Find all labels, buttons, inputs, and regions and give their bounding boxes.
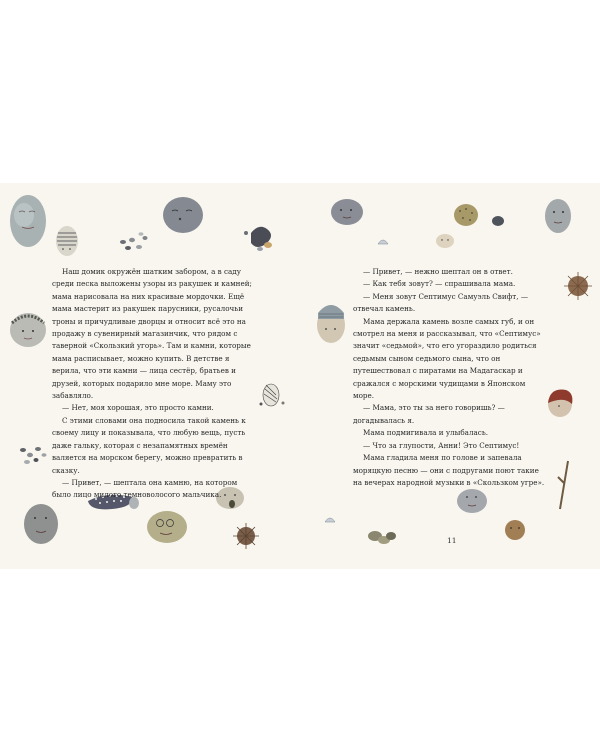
pebble-cluster-small bbox=[120, 232, 148, 250]
stone-dark-small bbox=[492, 216, 504, 226]
stone-face-red-hair bbox=[548, 390, 572, 417]
sea-urchin bbox=[233, 523, 259, 549]
paragraph: — Как тебя зовут? — спрашивала мама. bbox=[363, 279, 516, 289]
paragraph: — Привет, — шептала она камню, на котором было лицо милого темноволосого мальчика. bbox=[52, 477, 238, 500]
stone-speckled-olive bbox=[454, 204, 478, 226]
seashell-small bbox=[378, 240, 388, 244]
seashell-striped bbox=[263, 384, 279, 406]
stone-dark-cluster bbox=[244, 227, 272, 251]
stone-face-grey-bottom bbox=[24, 504, 58, 544]
right-page bbox=[300, 183, 600, 569]
shell-cluster bbox=[368, 531, 396, 544]
stone-face-grey-bottom-right bbox=[457, 489, 487, 513]
stone-face-tall-grey bbox=[545, 199, 571, 233]
paragraph: — Привет, — нежно шептал он в ответ. bbox=[363, 267, 513, 276]
paragraph: — Нет, моя хорошая, это просто камни. bbox=[62, 403, 214, 413]
stone-face-small-brown bbox=[505, 520, 525, 540]
right-page-text bbox=[353, 266, 548, 489]
paragraph: — Что за глупости, Анни! Это Септимус! bbox=[363, 440, 520, 450]
pebble-cluster-left bbox=[20, 447, 47, 464]
stone-face-dark-grey bbox=[163, 197, 203, 233]
stone-face-curly-hair bbox=[10, 313, 46, 347]
left-page bbox=[0, 183, 300, 569]
paragraph: — Мама, это ты за него говоришь? — догадывалась я. bbox=[353, 403, 505, 425]
paragraph: — Меня зовут Септимус Самуэль Свифт, — отвечал камень. bbox=[353, 291, 529, 314]
left-page-text bbox=[52, 266, 252, 502]
paragraph: Мама гладила меня по голове и запевала моряцкую песню — они с подругами поют такие на вечерах народной музыки в «Скользком угре». bbox=[353, 453, 545, 487]
stone-face-striped-hat bbox=[317, 305, 345, 343]
stone-face-large-grey bbox=[10, 195, 46, 247]
stone-face-grey-top bbox=[331, 199, 363, 225]
stone-face-glasses bbox=[147, 511, 187, 543]
book-spread bbox=[0, 183, 600, 569]
seashell-bottom bbox=[325, 518, 335, 522]
sea-urchin-right bbox=[564, 272, 592, 300]
paragraph: С этими словами она подносила такой камень к своему лицу и показывала, что любую вещь, пусть даже гальку, которая с незапамятных времён валяется на морском берегу, можно превратить в сказку. bbox=[52, 415, 246, 475]
paragraph: Наш домик окружён шатким забором, а в саду среди песка выложены узоры из ракушек и камней; мама нарисовала на них красивые мордочки. Ещё мама мастерит из ракушек парусники, русалочьи троны и причудливые дворцы и относит всё это на продажу в сувенирный магазинчик, что рядом с таверной «Скользкий угорь». Там и камни, которые мама расписывает, можно купить. В детстве я верила, что эти камни — лица сестёр, братьев и друзей, которых подарило мне море. Маму это забавляло. bbox=[52, 267, 252, 401]
paragraph: Мама подмигивала и улыбалась. bbox=[363, 428, 489, 438]
page-number: 11 bbox=[447, 536, 457, 545]
stone-face-striped bbox=[56, 226, 78, 256]
driftwood-stick bbox=[558, 461, 568, 509]
paragraph: Мама держала камень возле самых губ, и он смотрел на меня и рассказывал, что «Септимус» значит «седьмой», что его угораздило родиться седьмым сыном седьмого сына, что он путешествовал с пиратами на Мадагаскар и сражался с морскими чудищами в Японском море. bbox=[353, 316, 541, 401]
stone-face-tiny-beige bbox=[436, 234, 454, 248]
